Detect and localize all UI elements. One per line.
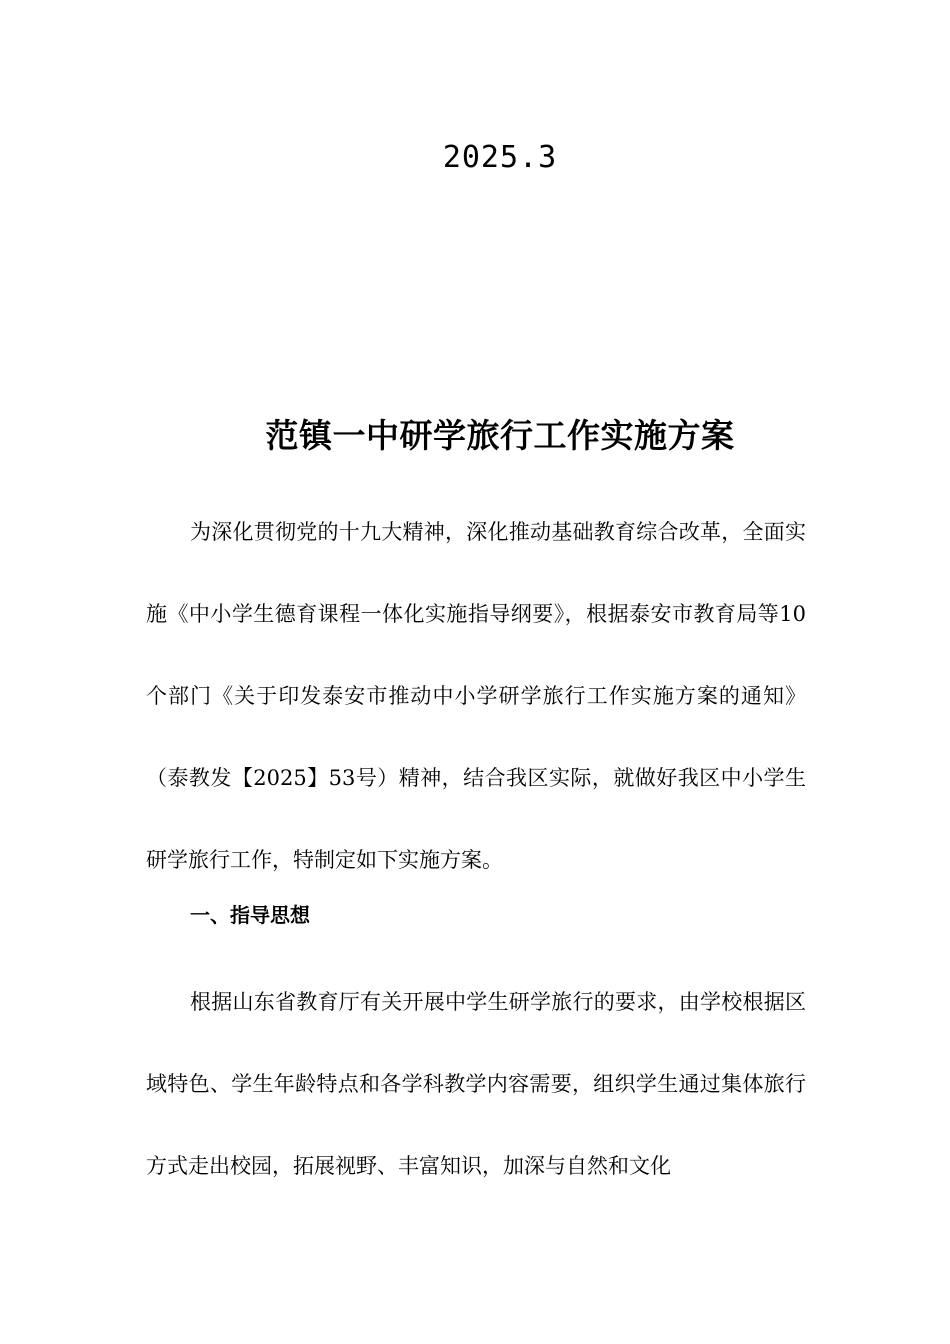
guiding-thought-paragraph: 根据山东省教育厅有关开展中学生研学旅行的要求，由学校根据区域特色、学生年龄特点和各学科教学内容需要，组织学生通过集体旅行方式走出校园，拓展视野、丰富知识，加深与自然和文化 xyxy=(146,990,806,1178)
section-heading-guiding-thought: 一、指导思想 xyxy=(190,903,310,927)
document-date: 2025.3 xyxy=(442,140,558,175)
document-title: 范镇一中研学旅行工作实施方案 xyxy=(265,416,735,455)
intro-paragraph: 为深化贯彻党的十九大精神，深化推动基础教育综合改革，全面实施《中小学生德育课程一体化实施指导纲要》，根据泰安市教育局等10个部门《关于印发泰安市推动中小学研学旅行工作实施方案的通知》（泰教发【2025】53号）精神，结合我区实际，就做好我区中小学生研学旅行工作，特制定如下实施方案。 xyxy=(146,520,806,872)
